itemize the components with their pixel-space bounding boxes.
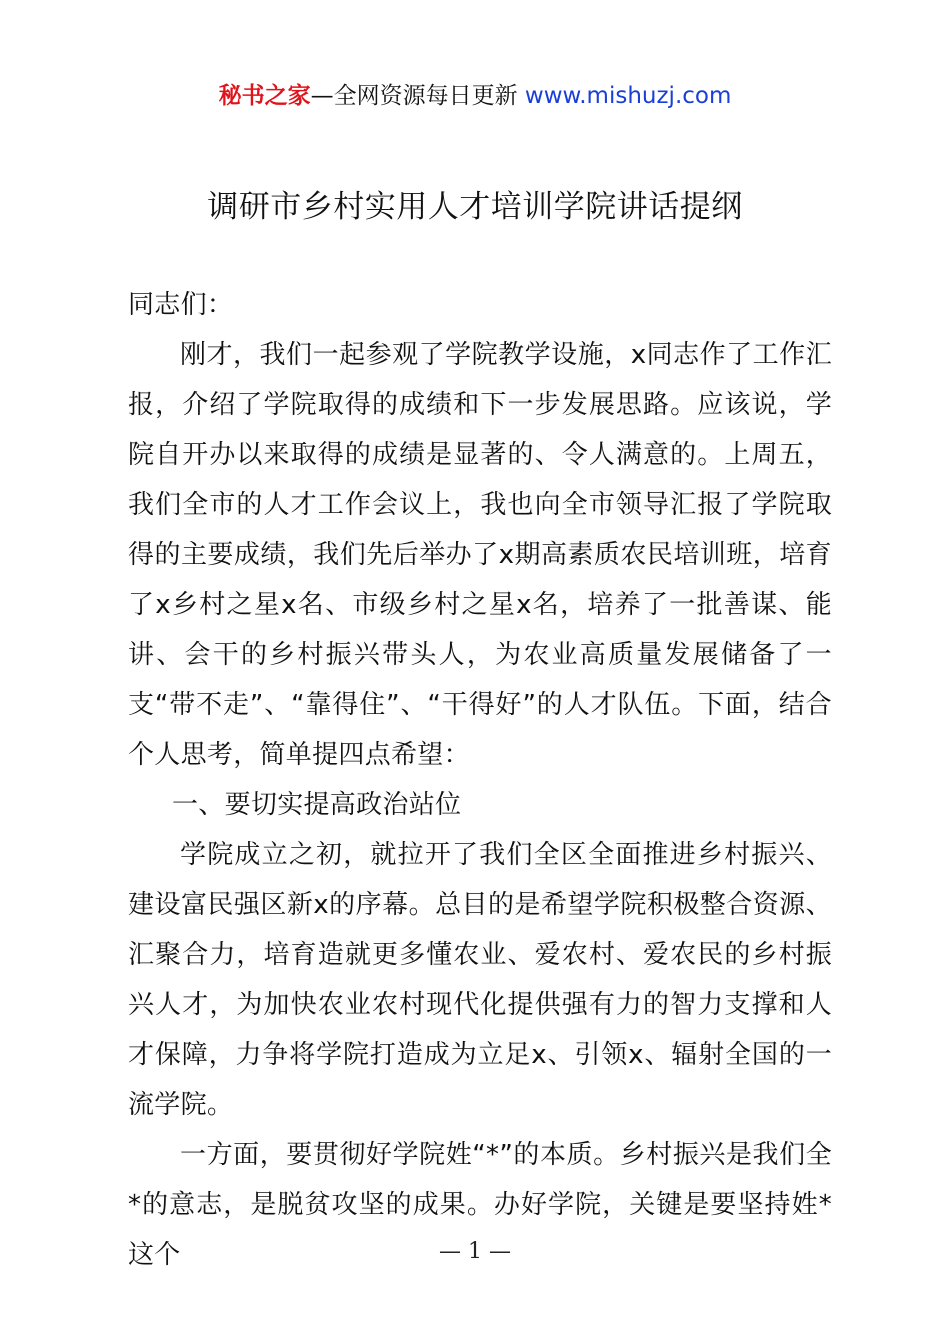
document-body xyxy=(128,280,832,1280)
body-paragraph: 学院成立之初，就拉开了我们全区全面推进乡村振兴、建设富民强区新x的序幕。总目的是希望学院积极整合资源、汇聚合力，培育造就更多懂农业、爱农村、爱农民的乡村振兴人才，为加快农业农村现代化提供强有力的智力支撑和人才保障，力争将学院打造成为立足x、引领x、辐射全国的一流学院。 xyxy=(128,840,832,1120)
body-paragraph: 刚才，我们一起参观了学院教学设施，x同志作了工作汇报，介绍了学院取得的成绩和下一步发展思路。应该说，学院自开办以来取得的成绩是显著的、令人满意的。上周五，我们全市的人才工作会议上，我也向全市领导汇报了学院取得的主要成绩，我们先后举办了x期高素质农民培训班，培育了x乡村之星x名、市级乡村之星x名，培养了一批善谋、能讲、会干的乡村振兴带头人，为农业高质量发展储备了一支“带不走”、“靠得住”、“干得好”的人才队伍。下面，结合个人思考，简单提四点希望： xyxy=(128,340,832,770)
body-paragraph: 一方面，要贯彻好学院姓“*”的本质。乡村振兴是我们全*的意志，是脱贫攻坚的成果。办好学院，关键是要坚持姓*这个 xyxy=(128,1140,832,1270)
site-banner xyxy=(0,78,950,114)
salutation: 同志们： xyxy=(128,290,234,320)
page-number: — 1 — xyxy=(439,1239,511,1264)
section-heading: 一、要切实提高政治站位 xyxy=(172,790,462,820)
brand-name: 秘书之家 xyxy=(218,83,311,109)
site-url[interactable]: www.mishuzj.com xyxy=(524,83,732,109)
document-title: 调研市乡村实用人才培训学院讲话提纲 xyxy=(207,189,743,225)
banner-slogan: —全网资源每日更新 xyxy=(310,83,518,109)
